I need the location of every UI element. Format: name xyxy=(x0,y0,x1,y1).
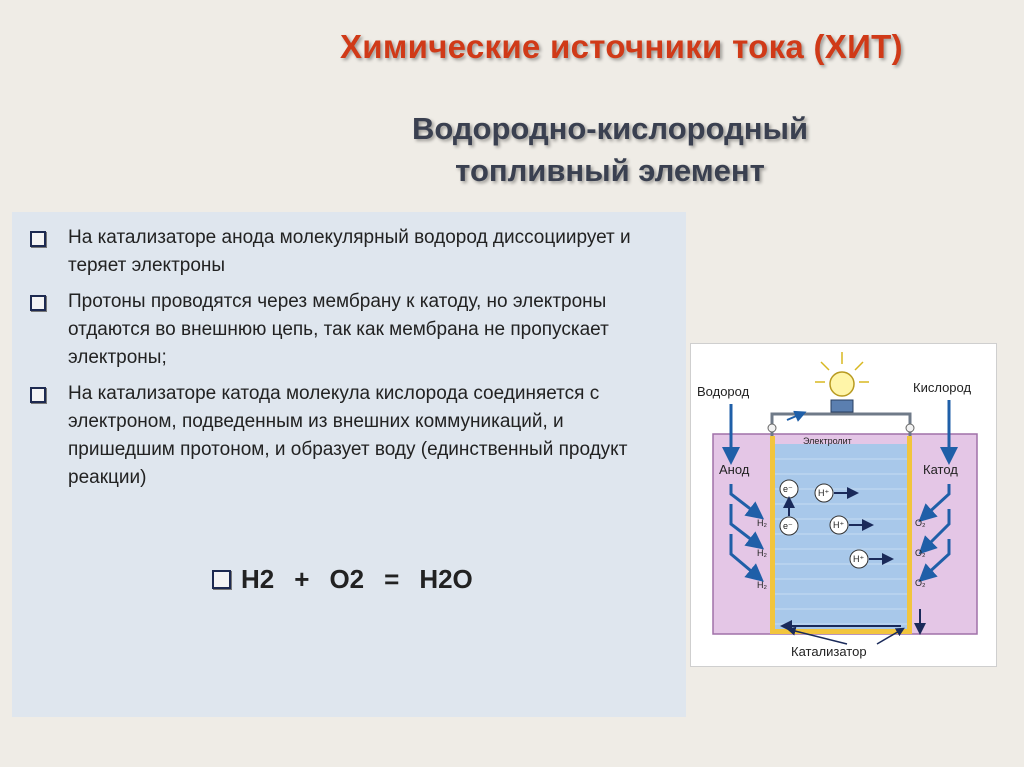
electrolyte-region xyxy=(773,444,909,634)
equation-equals: = xyxy=(384,564,400,594)
svg-text:e⁻: e⁻ xyxy=(783,484,793,494)
fuel-cell-diagram xyxy=(690,343,997,667)
bullet-text: Протоны проводятся через мембрану к катоду, но электроны отдаются во внешнюю цепь, так как мембрана не пропускает электроны; xyxy=(68,291,609,368)
catalyst-label: Катализатор xyxy=(791,644,867,659)
bullet-list xyxy=(24,224,674,500)
hydrogen-label: Водород xyxy=(697,384,750,399)
anode-label: Анод xyxy=(719,462,750,477)
bullet-text: На катализаторе катода молекула кислорода соединяется с электроном, подведенным из внешних коммуникаций, и пришедшим протоном, и образует воду (единственный продукт реакции) xyxy=(68,383,628,488)
electron-particle xyxy=(780,517,798,535)
h2-label: H₂ xyxy=(757,518,767,528)
lamp-icon xyxy=(815,352,869,412)
o2-label: O₂ xyxy=(915,548,926,558)
svg-text:e⁻: e⁻ xyxy=(783,521,793,531)
electrolyte-label: Электролит xyxy=(803,436,852,446)
equation-o2: O2 xyxy=(329,564,365,594)
list-item xyxy=(24,224,674,280)
equation-h2o: H2O xyxy=(419,564,473,594)
reaction-equation xyxy=(212,564,473,595)
list-item xyxy=(24,380,674,492)
svg-text:H⁺: H⁺ xyxy=(818,488,830,498)
checkbox-bullet-icon xyxy=(30,231,46,247)
equation-h2: H2 xyxy=(241,564,275,594)
equation-plus: + xyxy=(294,564,310,594)
checkbox-bullet-icon xyxy=(212,570,231,589)
subtitle-line-2: топливный элемент xyxy=(455,153,765,188)
oxygen-label: Кислород xyxy=(913,380,972,395)
h2-label: H₂ xyxy=(757,548,767,558)
list-item xyxy=(24,288,674,372)
checkbox-bullet-icon xyxy=(30,295,46,311)
checkbox-bullet-icon xyxy=(30,387,46,403)
svg-text:H⁺: H⁺ xyxy=(833,520,845,530)
cathode-label: Катод xyxy=(923,462,958,477)
anode-electrode xyxy=(770,436,775,634)
fuel-cell-svg xyxy=(691,344,996,666)
text-panel xyxy=(12,212,686,717)
o2-label: O₂ xyxy=(915,578,926,588)
bullet-text: На катализаторе анода молекулярный водород диссоциирует и теряет электроны xyxy=(68,227,631,276)
h2-label: H₂ xyxy=(757,580,767,590)
electron-particle xyxy=(780,480,798,498)
slide-title: Химические источники тока (ХИТ) xyxy=(340,28,903,65)
slide-subtitle xyxy=(340,108,880,192)
subtitle-line-1: Водородно-кислородный xyxy=(411,111,809,146)
svg-text:H⁺: H⁺ xyxy=(853,554,865,564)
cathode-electrode xyxy=(907,436,912,634)
o2-label: O₂ xyxy=(915,518,926,528)
